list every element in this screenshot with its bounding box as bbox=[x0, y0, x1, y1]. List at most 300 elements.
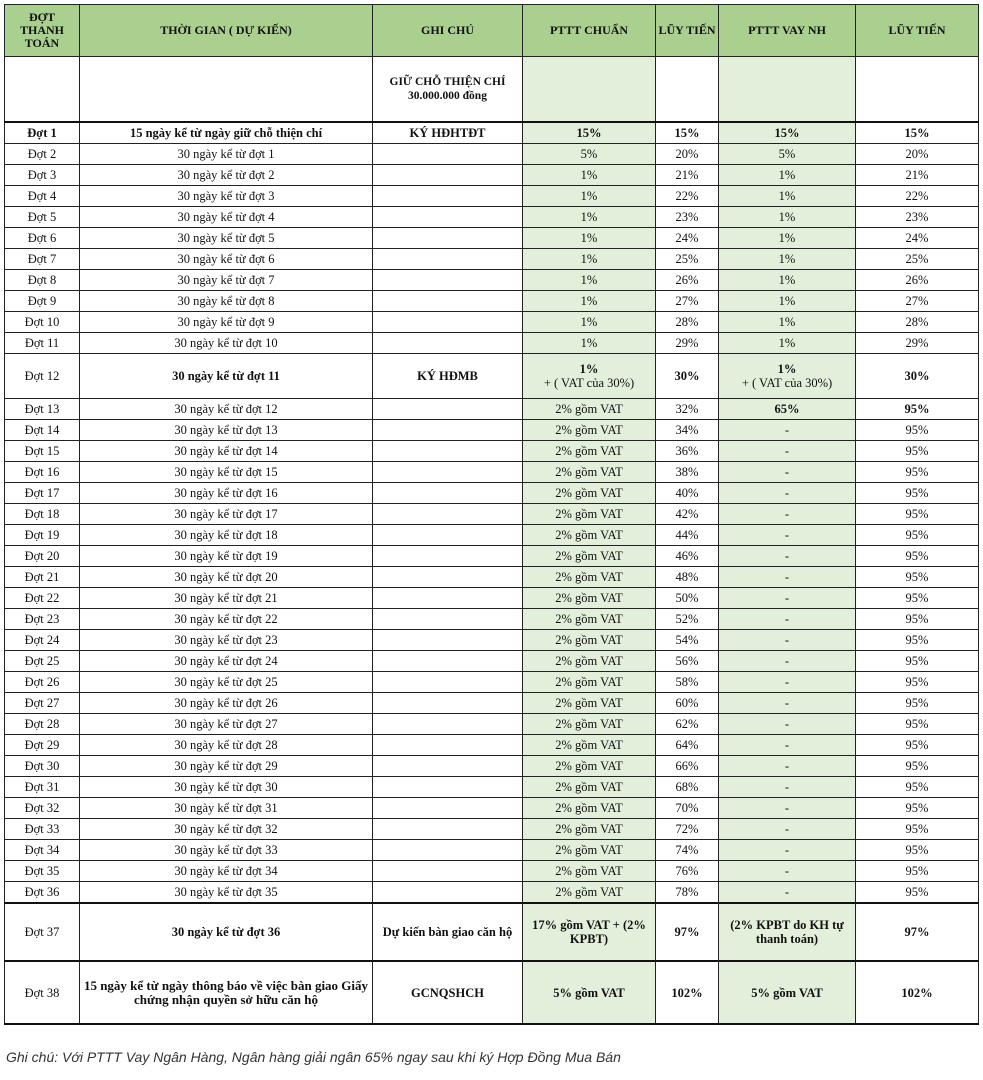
timeline-cell: 30 ngày kể từ đợt 31 bbox=[80, 798, 373, 819]
standard-plan-cell: 2% gồm VAT bbox=[523, 693, 656, 714]
standard-plan-cell: 1% bbox=[523, 249, 656, 270]
loan-cumulative-cell: 20% bbox=[856, 144, 979, 165]
loan-plan-cell: - bbox=[719, 630, 856, 651]
installment-cell: Đợt 22 bbox=[5, 588, 80, 609]
table-row bbox=[5, 609, 979, 630]
note-cell bbox=[373, 228, 523, 249]
installment-cell: Đợt 4 bbox=[5, 186, 80, 207]
loan-plan-cell: - bbox=[719, 882, 856, 904]
installment-cell: Đợt 27 bbox=[5, 693, 80, 714]
installment-cell: Đợt 8 bbox=[5, 270, 80, 291]
reservation-standard bbox=[523, 57, 656, 123]
reservation-row bbox=[5, 57, 979, 123]
note-cell bbox=[373, 672, 523, 693]
loan-cumulative-cell: 95% bbox=[856, 483, 979, 504]
note-cell bbox=[373, 165, 523, 186]
standard-plan-cell bbox=[523, 354, 656, 399]
loan-plan-cell: 1% bbox=[719, 249, 856, 270]
standard-plan-cell: 2% gồm VAT bbox=[523, 735, 656, 756]
loan-plan-cell-extra: + ( VAT của 30%) bbox=[741, 376, 833, 390]
timeline-cell: 30 ngày kể từ đợt 21 bbox=[80, 588, 373, 609]
loan-cumulative-cell: 22% bbox=[856, 186, 979, 207]
installment-cell: Đợt 9 bbox=[5, 291, 80, 312]
note-cell bbox=[373, 504, 523, 525]
table-row bbox=[5, 270, 979, 291]
standard-cumulative-cell: 15% bbox=[656, 122, 719, 144]
standard-plan-cell: 1% bbox=[523, 333, 656, 354]
standard-cumulative-cell: 29% bbox=[656, 333, 719, 354]
standard-plan-cell: 1% bbox=[523, 186, 656, 207]
installment-cell: Đợt 36 bbox=[5, 882, 80, 904]
timeline-cell: 30 ngày kể từ đợt 27 bbox=[80, 714, 373, 735]
standard-plan-cell: 2% gồm VAT bbox=[523, 420, 656, 441]
standard-plan-cell: 2% gồm VAT bbox=[523, 840, 656, 861]
timeline-cell: 30 ngày kể từ đợt 2 bbox=[80, 165, 373, 186]
table-row bbox=[5, 672, 979, 693]
installment-cell: Đợt 26 bbox=[5, 672, 80, 693]
standard-plan-cell: 2% gồm VAT bbox=[523, 798, 656, 819]
table-row bbox=[5, 735, 979, 756]
loan-cumulative-cell: 95% bbox=[856, 777, 979, 798]
timeline-cell: 30 ngày kể từ đợt 34 bbox=[80, 861, 373, 882]
standard-cumulative-cell: 68% bbox=[656, 777, 719, 798]
note-cell bbox=[373, 735, 523, 756]
installment-cell: Đợt 10 bbox=[5, 312, 80, 333]
timeline-cell: 30 ngày kể từ đợt 29 bbox=[80, 756, 373, 777]
loan-plan-cell: (2% KPBT do KH tự thanh toán) bbox=[719, 903, 856, 961]
standard-cumulative-cell: 27% bbox=[656, 291, 719, 312]
loan-plan-cell: - bbox=[719, 693, 856, 714]
standard-cumulative-cell: 32% bbox=[656, 399, 719, 420]
standard-cumulative-cell: 74% bbox=[656, 840, 719, 861]
installment-cell: Đợt 21 bbox=[5, 567, 80, 588]
loan-plan-cell: - bbox=[719, 441, 856, 462]
standard-plan-cell: 1% bbox=[523, 228, 656, 249]
standard-cumulative-cell: 102% bbox=[656, 961, 719, 1024]
standard-plan-cell: 2% gồm VAT bbox=[523, 651, 656, 672]
loan-cumulative-cell: 95% bbox=[856, 882, 979, 904]
installment-cell: Đợt 16 bbox=[5, 462, 80, 483]
installment-cell: Đợt 15 bbox=[5, 441, 80, 462]
loan-plan-cell: - bbox=[719, 567, 856, 588]
standard-plan-cell: 2% gồm VAT bbox=[523, 567, 656, 588]
timeline-cell: 30 ngày kể từ đợt 15 bbox=[80, 462, 373, 483]
note-cell bbox=[373, 777, 523, 798]
installment-cell: Đợt 13 bbox=[5, 399, 80, 420]
note-cell: KÝ HĐMB bbox=[373, 354, 523, 399]
standard-cumulative-cell: 25% bbox=[656, 249, 719, 270]
standard-plan-cell: 2% gồm VAT bbox=[523, 882, 656, 904]
timeline-cell: 30 ngày kể từ đợt 19 bbox=[80, 546, 373, 567]
loan-cumulative-cell: 95% bbox=[856, 525, 979, 546]
standard-plan-cell: 2% gồm VAT bbox=[523, 399, 656, 420]
standard-plan-cell: 2% gồm VAT bbox=[523, 819, 656, 840]
note-cell bbox=[373, 420, 523, 441]
standard-plan-cell: 2% gồm VAT bbox=[523, 609, 656, 630]
installment-cell: Đợt 25 bbox=[5, 651, 80, 672]
installment-cell: Đợt 18 bbox=[5, 504, 80, 525]
installment-cell: Đợt 19 bbox=[5, 525, 80, 546]
standard-plan-cell: 1% bbox=[523, 207, 656, 228]
note-cell bbox=[373, 441, 523, 462]
table-row bbox=[5, 651, 979, 672]
table-row bbox=[5, 840, 979, 861]
timeline-cell: 30 ngày kể từ đợt 16 bbox=[80, 483, 373, 504]
loan-cumulative-cell: 21% bbox=[856, 165, 979, 186]
standard-cumulative-cell: 40% bbox=[656, 483, 719, 504]
loan-cumulative-cell: 30% bbox=[856, 354, 979, 399]
standard-cumulative-cell: 20% bbox=[656, 144, 719, 165]
loan-cumulative-cell: 95% bbox=[856, 672, 979, 693]
loan-cumulative-cell: 95% bbox=[856, 840, 979, 861]
loan-cumulative-cell: 95% bbox=[856, 714, 979, 735]
table-row bbox=[5, 630, 979, 651]
note-cell bbox=[373, 525, 523, 546]
loan-plan-cell: 1% bbox=[719, 165, 856, 186]
loan-cumulative-cell: 27% bbox=[856, 291, 979, 312]
note-cell: Dự kiến bàn giao căn hộ bbox=[373, 903, 523, 961]
note-cell bbox=[373, 567, 523, 588]
header-installment: ĐỢT THANH TOÁN bbox=[5, 5, 80, 57]
standard-plan-cell: 2% gồm VAT bbox=[523, 714, 656, 735]
loan-cumulative-cell: 28% bbox=[856, 312, 979, 333]
installment-cell: Đợt 35 bbox=[5, 861, 80, 882]
standard-cumulative-cell: 66% bbox=[656, 756, 719, 777]
standard-cumulative-cell: 64% bbox=[656, 735, 719, 756]
installment-cell: Đợt 23 bbox=[5, 609, 80, 630]
loan-cumulative-cell: 102% bbox=[856, 961, 979, 1024]
loan-cumulative-cell: 97% bbox=[856, 903, 979, 961]
table-row bbox=[5, 462, 979, 483]
timeline-cell: 30 ngày kể từ đợt 28 bbox=[80, 735, 373, 756]
standard-plan-cell: 2% gồm VAT bbox=[523, 441, 656, 462]
reservation-loan-cum bbox=[856, 57, 979, 123]
header-standard-cumulative: LŨY TIẾN bbox=[656, 5, 719, 57]
table-row bbox=[5, 882, 979, 904]
loan-cumulative-cell: 95% bbox=[856, 861, 979, 882]
table-row bbox=[5, 861, 979, 882]
loan-cumulative-cell: 95% bbox=[856, 819, 979, 840]
standard-cumulative-cell: 48% bbox=[656, 567, 719, 588]
loan-cumulative-cell: 24% bbox=[856, 228, 979, 249]
header-loan-plan: PTTT VAY NH bbox=[719, 5, 856, 57]
standard-plan-cell: 2% gồm VAT bbox=[523, 672, 656, 693]
timeline-cell: 30 ngày kể từ đợt 17 bbox=[80, 504, 373, 525]
loan-plan-cell: - bbox=[719, 840, 856, 861]
loan-plan-cell: - bbox=[719, 609, 856, 630]
installment-cell: Đợt 2 bbox=[5, 144, 80, 165]
loan-plan-cell: - bbox=[719, 420, 856, 441]
standard-cumulative-cell: 36% bbox=[656, 441, 719, 462]
timeline-cell: 30 ngày kể từ đợt 3 bbox=[80, 186, 373, 207]
loan-plan-cell: 5% bbox=[719, 144, 856, 165]
standard-cumulative-cell: 52% bbox=[656, 609, 719, 630]
loan-plan-cell: - bbox=[719, 504, 856, 525]
installment-cell: Đợt 32 bbox=[5, 798, 80, 819]
loan-plan-cell: - bbox=[719, 861, 856, 882]
standard-cumulative-cell: 26% bbox=[656, 270, 719, 291]
loan-plan-cell: - bbox=[719, 588, 856, 609]
note-cell bbox=[373, 798, 523, 819]
standard-plan-cell-main: 1% bbox=[579, 362, 599, 376]
table-row bbox=[5, 186, 979, 207]
reservation-note-line2: 30.000.000 đồng bbox=[408, 90, 487, 102]
installment-cell: Đợt 31 bbox=[5, 777, 80, 798]
loan-plan-cell-main: 1% bbox=[777, 362, 797, 376]
table-row bbox=[5, 588, 979, 609]
standard-plan-cell: 17% gồm VAT + (2% KPBT) bbox=[523, 903, 656, 961]
loan-plan-cell: - bbox=[719, 777, 856, 798]
timeline-cell: 30 ngày kể từ đợt 6 bbox=[80, 249, 373, 270]
loan-cumulative-cell: 25% bbox=[856, 249, 979, 270]
installment-cell: Đợt 12 bbox=[5, 354, 80, 399]
loan-cumulative-cell: 95% bbox=[856, 651, 979, 672]
table-row bbox=[5, 122, 979, 144]
note-cell bbox=[373, 483, 523, 504]
standard-plan-cell: 2% gồm VAT bbox=[523, 777, 656, 798]
note-cell bbox=[373, 399, 523, 420]
loan-cumulative-cell: 95% bbox=[856, 609, 979, 630]
table-row bbox=[5, 504, 979, 525]
loan-plan-cell: 5% gồm VAT bbox=[719, 961, 856, 1024]
installment-cell: Đợt 38 bbox=[5, 961, 80, 1024]
standard-plan-cell: 1% bbox=[523, 165, 656, 186]
standard-cumulative-cell: 38% bbox=[656, 462, 719, 483]
timeline-cell: 30 ngày kể từ đợt 20 bbox=[80, 567, 373, 588]
table-row bbox=[5, 354, 979, 399]
timeline-cell: 30 ngày kể từ đợt 25 bbox=[80, 672, 373, 693]
timeline-cell: 30 ngày kể từ đợt 5 bbox=[80, 228, 373, 249]
timeline-cell: 30 ngày kể từ đợt 26 bbox=[80, 693, 373, 714]
loan-cumulative-cell: 23% bbox=[856, 207, 979, 228]
table-row bbox=[5, 228, 979, 249]
installment-cell: Đợt 33 bbox=[5, 819, 80, 840]
standard-plan-cell: 2% gồm VAT bbox=[523, 504, 656, 525]
standard-plan-cell: 2% gồm VAT bbox=[523, 861, 656, 882]
loan-plan-cell: - bbox=[719, 714, 856, 735]
standard-cumulative-cell: 50% bbox=[656, 588, 719, 609]
note-cell bbox=[373, 291, 523, 312]
installment-cell: Đợt 6 bbox=[5, 228, 80, 249]
loan-plan-cell: - bbox=[719, 798, 856, 819]
standard-cumulative-cell: 70% bbox=[656, 798, 719, 819]
standard-plan-cell: 1% bbox=[523, 270, 656, 291]
standard-cumulative-cell: 62% bbox=[656, 714, 719, 735]
standard-plan-cell: 2% gồm VAT bbox=[523, 483, 656, 504]
timeline-cell: 30 ngày kể từ đợt 32 bbox=[80, 819, 373, 840]
standard-plan-cell-extra: + ( VAT của 30%) bbox=[543, 376, 635, 390]
standard-cumulative-cell: 23% bbox=[656, 207, 719, 228]
timeline-cell: 30 ngày kể từ đợt 9 bbox=[80, 312, 373, 333]
standard-cumulative-cell: 21% bbox=[656, 165, 719, 186]
loan-plan-cell: 15% bbox=[719, 122, 856, 144]
standard-plan-cell: 1% bbox=[523, 312, 656, 333]
reservation-loan bbox=[719, 57, 856, 123]
payment-schedule-table bbox=[4, 4, 979, 1025]
standard-cumulative-cell: 58% bbox=[656, 672, 719, 693]
installment-cell: Đợt 1 bbox=[5, 122, 80, 144]
loan-cumulative-cell: 95% bbox=[856, 798, 979, 819]
loan-cumulative-cell: 95% bbox=[856, 504, 979, 525]
standard-plan-cell: 2% gồm VAT bbox=[523, 462, 656, 483]
installment-cell: Đợt 20 bbox=[5, 546, 80, 567]
installment-cell: Đợt 14 bbox=[5, 420, 80, 441]
standard-cumulative-cell: 44% bbox=[656, 525, 719, 546]
loan-cumulative-cell: 95% bbox=[856, 756, 979, 777]
loan-plan-cell: - bbox=[719, 819, 856, 840]
loan-plan-cell: - bbox=[719, 756, 856, 777]
loan-cumulative-cell: 95% bbox=[856, 588, 979, 609]
standard-cumulative-cell: 22% bbox=[656, 186, 719, 207]
standard-plan-cell: 5% bbox=[523, 144, 656, 165]
note-cell bbox=[373, 609, 523, 630]
standard-cumulative-cell: 60% bbox=[656, 693, 719, 714]
loan-plan-cell bbox=[719, 354, 856, 399]
table-row bbox=[5, 420, 979, 441]
note-cell bbox=[373, 270, 523, 291]
standard-cumulative-cell: 34% bbox=[656, 420, 719, 441]
loan-plan-cell: 65% bbox=[719, 399, 856, 420]
table-row bbox=[5, 144, 979, 165]
table-row bbox=[5, 333, 979, 354]
timeline-cell: 30 ngày kể từ đợt 18 bbox=[80, 525, 373, 546]
standard-plan-cell: 15% bbox=[523, 122, 656, 144]
note-cell: KÝ HĐHTĐT bbox=[373, 122, 523, 144]
loan-plan-cell: 1% bbox=[719, 333, 856, 354]
installment-cell: Đợt 28 bbox=[5, 714, 80, 735]
header-standard-plan: PTTT CHUẨN bbox=[523, 5, 656, 57]
loan-plan-cell: - bbox=[719, 735, 856, 756]
note-cell bbox=[373, 651, 523, 672]
timeline-cell: 30 ngày kể từ đợt 13 bbox=[80, 420, 373, 441]
standard-plan-cell: 1% bbox=[523, 291, 656, 312]
timeline-cell: 30 ngày kể từ đợt 10 bbox=[80, 333, 373, 354]
loan-cumulative-cell: 29% bbox=[856, 333, 979, 354]
table-row bbox=[5, 693, 979, 714]
note-cell bbox=[373, 693, 523, 714]
loan-cumulative-cell: 95% bbox=[856, 420, 979, 441]
note-cell bbox=[373, 249, 523, 270]
timeline-cell: 30 ngày kể từ đợt 4 bbox=[80, 207, 373, 228]
table-row bbox=[5, 483, 979, 504]
reservation-note bbox=[373, 57, 523, 123]
timeline-cell: 15 ngày kể từ ngày thông báo về việc bàn giao Giấy chứng nhận quyền sở hữu căn hộ bbox=[80, 961, 373, 1024]
table-row bbox=[5, 756, 979, 777]
loan-cumulative-cell: 95% bbox=[856, 693, 979, 714]
loan-plan-cell: - bbox=[719, 651, 856, 672]
loan-plan-cell: - bbox=[719, 483, 856, 504]
standard-cumulative-cell: 56% bbox=[656, 651, 719, 672]
note-cell bbox=[373, 714, 523, 735]
reservation-note-line1: GIỮ CHỖ THIỆN CHÍ bbox=[389, 76, 506, 88]
installment-cell: Đợt 30 bbox=[5, 756, 80, 777]
loan-plan-cell: - bbox=[719, 525, 856, 546]
timeline-cell: 30 ngày kể từ đợt 7 bbox=[80, 270, 373, 291]
table-row bbox=[5, 798, 979, 819]
header-note: GHI CHÚ bbox=[373, 5, 523, 57]
timeline-cell: 30 ngày kể từ đợt 23 bbox=[80, 630, 373, 651]
loan-plan-cell: 1% bbox=[719, 207, 856, 228]
timeline-cell: 30 ngày kể từ đợt 22 bbox=[80, 609, 373, 630]
loan-cumulative-cell: 15% bbox=[856, 122, 979, 144]
timeline-cell: 30 ngày kể từ đợt 35 bbox=[80, 882, 373, 904]
installment-cell: Đợt 7 bbox=[5, 249, 80, 270]
standard-cumulative-cell: 24% bbox=[656, 228, 719, 249]
table-row bbox=[5, 399, 979, 420]
installment-cell: Đợt 17 bbox=[5, 483, 80, 504]
table-row bbox=[5, 441, 979, 462]
note-cell bbox=[373, 462, 523, 483]
table-row bbox=[5, 714, 979, 735]
standard-cumulative-cell: 30% bbox=[656, 354, 719, 399]
loan-plan-cell: 1% bbox=[719, 228, 856, 249]
timeline-cell: 30 ngày kể từ đợt 1 bbox=[80, 144, 373, 165]
table-row bbox=[5, 777, 979, 798]
table-row bbox=[5, 312, 979, 333]
footnote: Ghi chú: Với PTTT Vay Ngân Hàng, Ngân hàng giải ngân 65% ngay sau khi ký Hợp Đồng Mua Bán bbox=[6, 1049, 621, 1065]
note-cell: GCNQSHCH bbox=[373, 961, 523, 1024]
standard-plan-cell: 5% gồm VAT bbox=[523, 961, 656, 1024]
standard-plan-cell: 2% gồm VAT bbox=[523, 588, 656, 609]
table-row bbox=[5, 546, 979, 567]
timeline-cell: 30 ngày kể từ đợt 36 bbox=[80, 903, 373, 961]
reservation-timeline bbox=[80, 57, 373, 123]
installment-cell: Đợt 37 bbox=[5, 903, 80, 961]
note-cell bbox=[373, 333, 523, 354]
table-row bbox=[5, 567, 979, 588]
installment-cell: Đợt 5 bbox=[5, 207, 80, 228]
timeline-cell: 30 ngày kể từ đợt 12 bbox=[80, 399, 373, 420]
installment-cell: Đợt 24 bbox=[5, 630, 80, 651]
table-row bbox=[5, 165, 979, 186]
standard-cumulative-cell: 46% bbox=[656, 546, 719, 567]
reservation-standard-cum bbox=[656, 57, 719, 123]
note-cell bbox=[373, 630, 523, 651]
loan-cumulative-cell: 95% bbox=[856, 399, 979, 420]
loan-plan-cell: 1% bbox=[719, 270, 856, 291]
reservation-installment bbox=[5, 57, 80, 123]
note-cell bbox=[373, 819, 523, 840]
table-header-row bbox=[5, 5, 979, 57]
loan-cumulative-cell: 26% bbox=[856, 270, 979, 291]
standard-plan-cell: 2% gồm VAT bbox=[523, 525, 656, 546]
loan-plan-cell: - bbox=[719, 672, 856, 693]
table-row bbox=[5, 207, 979, 228]
standard-plan-cell: 2% gồm VAT bbox=[523, 756, 656, 777]
loan-cumulative-cell: 95% bbox=[856, 630, 979, 651]
loan-cumulative-cell: 95% bbox=[856, 735, 979, 756]
timeline-cell: 30 ngày kể từ đợt 33 bbox=[80, 840, 373, 861]
installment-cell: Đợt 34 bbox=[5, 840, 80, 861]
note-cell bbox=[373, 882, 523, 904]
note-cell bbox=[373, 756, 523, 777]
loan-plan-cell: 1% bbox=[719, 186, 856, 207]
note-cell bbox=[373, 144, 523, 165]
loan-cumulative-cell: 95% bbox=[856, 441, 979, 462]
timeline-cell: 30 ngày kể từ đợt 30 bbox=[80, 777, 373, 798]
standard-cumulative-cell: 42% bbox=[656, 504, 719, 525]
loan-plan-cell: - bbox=[719, 462, 856, 483]
timeline-cell: 15 ngày kể từ ngày giữ chỗ thiện chí bbox=[80, 122, 373, 144]
installment-cell: Đợt 11 bbox=[5, 333, 80, 354]
standard-cumulative-cell: 76% bbox=[656, 861, 719, 882]
table-row bbox=[5, 525, 979, 546]
standard-plan-cell: 2% gồm VAT bbox=[523, 546, 656, 567]
table-row bbox=[5, 249, 979, 270]
timeline-cell: 30 ngày kể từ đợt 8 bbox=[80, 291, 373, 312]
loan-plan-cell: - bbox=[719, 546, 856, 567]
table-row bbox=[5, 961, 979, 1024]
